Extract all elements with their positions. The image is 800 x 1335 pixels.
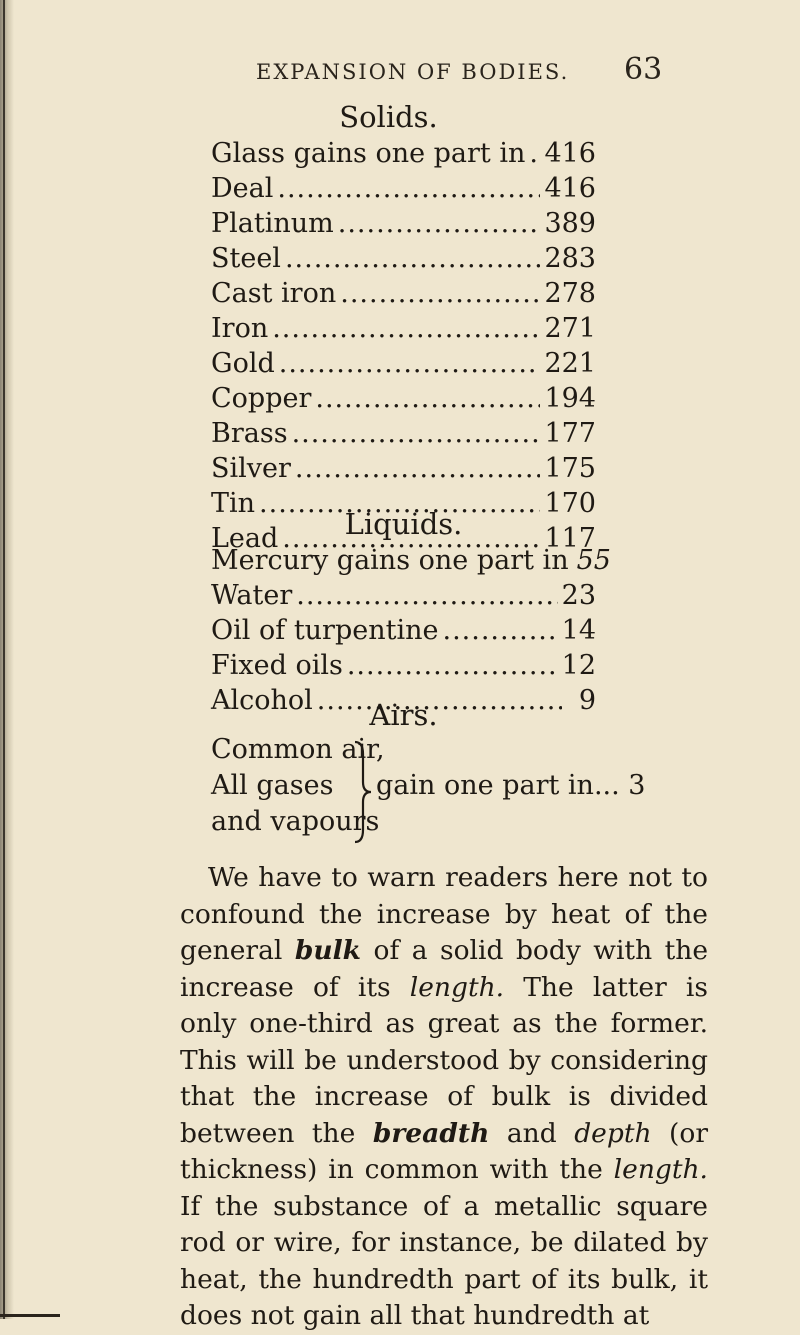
- row-value: 14: [561, 615, 596, 646]
- table-row: [211, 346, 596, 382]
- row-label: Platinum: [211, 208, 334, 239]
- dot-leader: [529, 136, 540, 172]
- dot-leader: [338, 206, 541, 242]
- text-run: The latter is only one-third as great as the former. This will be understood by considering that the increase of bulk is divided between the: [180, 971, 708, 1149]
- dot-leader: [295, 451, 541, 487]
- row-label: Steel: [211, 243, 281, 274]
- row-value: 389: [544, 208, 596, 239]
- page-number: 63: [624, 52, 663, 87]
- dot-leader: [340, 276, 540, 312]
- row-label: Mercury gains one part in: [211, 545, 569, 576]
- dot-leader: [279, 346, 541, 382]
- table-row: [211, 311, 596, 347]
- emphasis-breadth: breadth: [372, 1117, 490, 1149]
- row-value: 55: [576, 545, 611, 576]
- row-label: Tin: [211, 488, 256, 519]
- text-run: If the substance of a metallic square rod or wire, for instance, be dilated by heat, the hundredth part of its bulk, it does not gain all that hundredth at: [180, 1190, 708, 1331]
- row-label: Deal: [211, 173, 274, 204]
- emphasis-length: length.: [409, 971, 505, 1003]
- table-row: [211, 241, 596, 277]
- row-label: Lead: [211, 523, 279, 554]
- table-row: [211, 416, 596, 452]
- dot-leader: [292, 416, 541, 452]
- row-value: 12: [561, 650, 596, 681]
- row-value: 278: [544, 278, 596, 309]
- airs-gain-text: gain one part in... 3: [376, 770, 646, 801]
- dot-leader: [296, 578, 557, 614]
- row-value: 416: [544, 138, 596, 169]
- row-value: 271: [544, 313, 596, 344]
- text-run: (or thickness) in common with the: [180, 1117, 708, 1185]
- dot-leader: [285, 241, 541, 277]
- text-run: and: [489, 1117, 575, 1149]
- table-row: [211, 543, 611, 579]
- text-run: We have to warn readers here not to confound the increase by heat of the general: [180, 862, 708, 966]
- emphasis-length: length.: [613, 1154, 708, 1185]
- dot-leader: [347, 648, 558, 684]
- page-left-edge: [3, 0, 5, 1319]
- airs-title: Airs.: [369, 698, 438, 732]
- emphasis-bulk: bulk: [294, 935, 362, 966]
- table-row: [211, 206, 596, 242]
- body-paragraph: [180, 860, 708, 1335]
- table-row: [211, 276, 596, 312]
- liquids-table: [211, 507, 611, 727]
- dot-leader: [277, 171, 540, 207]
- paragraph-text: [180, 860, 708, 1335]
- row-label: Oil of turpentine: [211, 615, 439, 646]
- row-value: 23: [561, 580, 596, 611]
- table-row: [211, 381, 596, 417]
- row-label: Iron: [211, 313, 269, 344]
- liquids-title: Liquids.: [344, 507, 463, 541]
- row-label: Brass: [211, 418, 288, 449]
- table-row: [211, 136, 596, 172]
- dot-leader: [442, 613, 557, 649]
- row-label: Water: [211, 580, 293, 611]
- solids-table: [211, 100, 596, 500]
- row-value: 117: [544, 523, 596, 554]
- row-value: 177: [544, 418, 596, 449]
- row-label: Fixed oils: [211, 650, 343, 681]
- dot-leader: [315, 381, 540, 417]
- row-value: 283: [544, 243, 596, 274]
- table-row: [211, 578, 596, 614]
- row-value: 416: [544, 173, 596, 204]
- table-row: [211, 451, 596, 487]
- airs-line-3: and vapours: [211, 806, 380, 837]
- row-value: 194: [544, 383, 596, 414]
- row-value: 9: [578, 685, 596, 716]
- table-row: [211, 171, 596, 207]
- row-label: Alcohol: [211, 685, 313, 716]
- airs-line-1: Common air,: [211, 734, 385, 765]
- airs-line-2: All gases: [211, 770, 334, 801]
- solids-title: Solids.: [339, 100, 438, 134]
- row-label: Gold: [211, 348, 275, 379]
- row-value: 175: [544, 453, 596, 484]
- table-row: [211, 613, 596, 649]
- emphasis-depth: depth: [574, 1117, 652, 1149]
- row-label: Copper: [211, 383, 312, 414]
- bottom-edge-mark: [0, 1314, 60, 1317]
- running-head: EXPANSION OF BODIES.: [256, 60, 570, 84]
- curly-brace-icon: [351, 738, 373, 846]
- airs-block: [211, 732, 651, 852]
- row-label: Glass gains one part in: [211, 138, 526, 169]
- dot-leader: [272, 311, 540, 347]
- row-label: Silver: [211, 453, 291, 484]
- row-value: 221: [544, 348, 596, 379]
- row-label: Cast iron: [211, 278, 337, 309]
- page-header: [0, 52, 800, 92]
- row-value: 170: [544, 488, 596, 519]
- table-row: [211, 648, 596, 684]
- text-run: of a solid body with the increase of its: [180, 935, 708, 1003]
